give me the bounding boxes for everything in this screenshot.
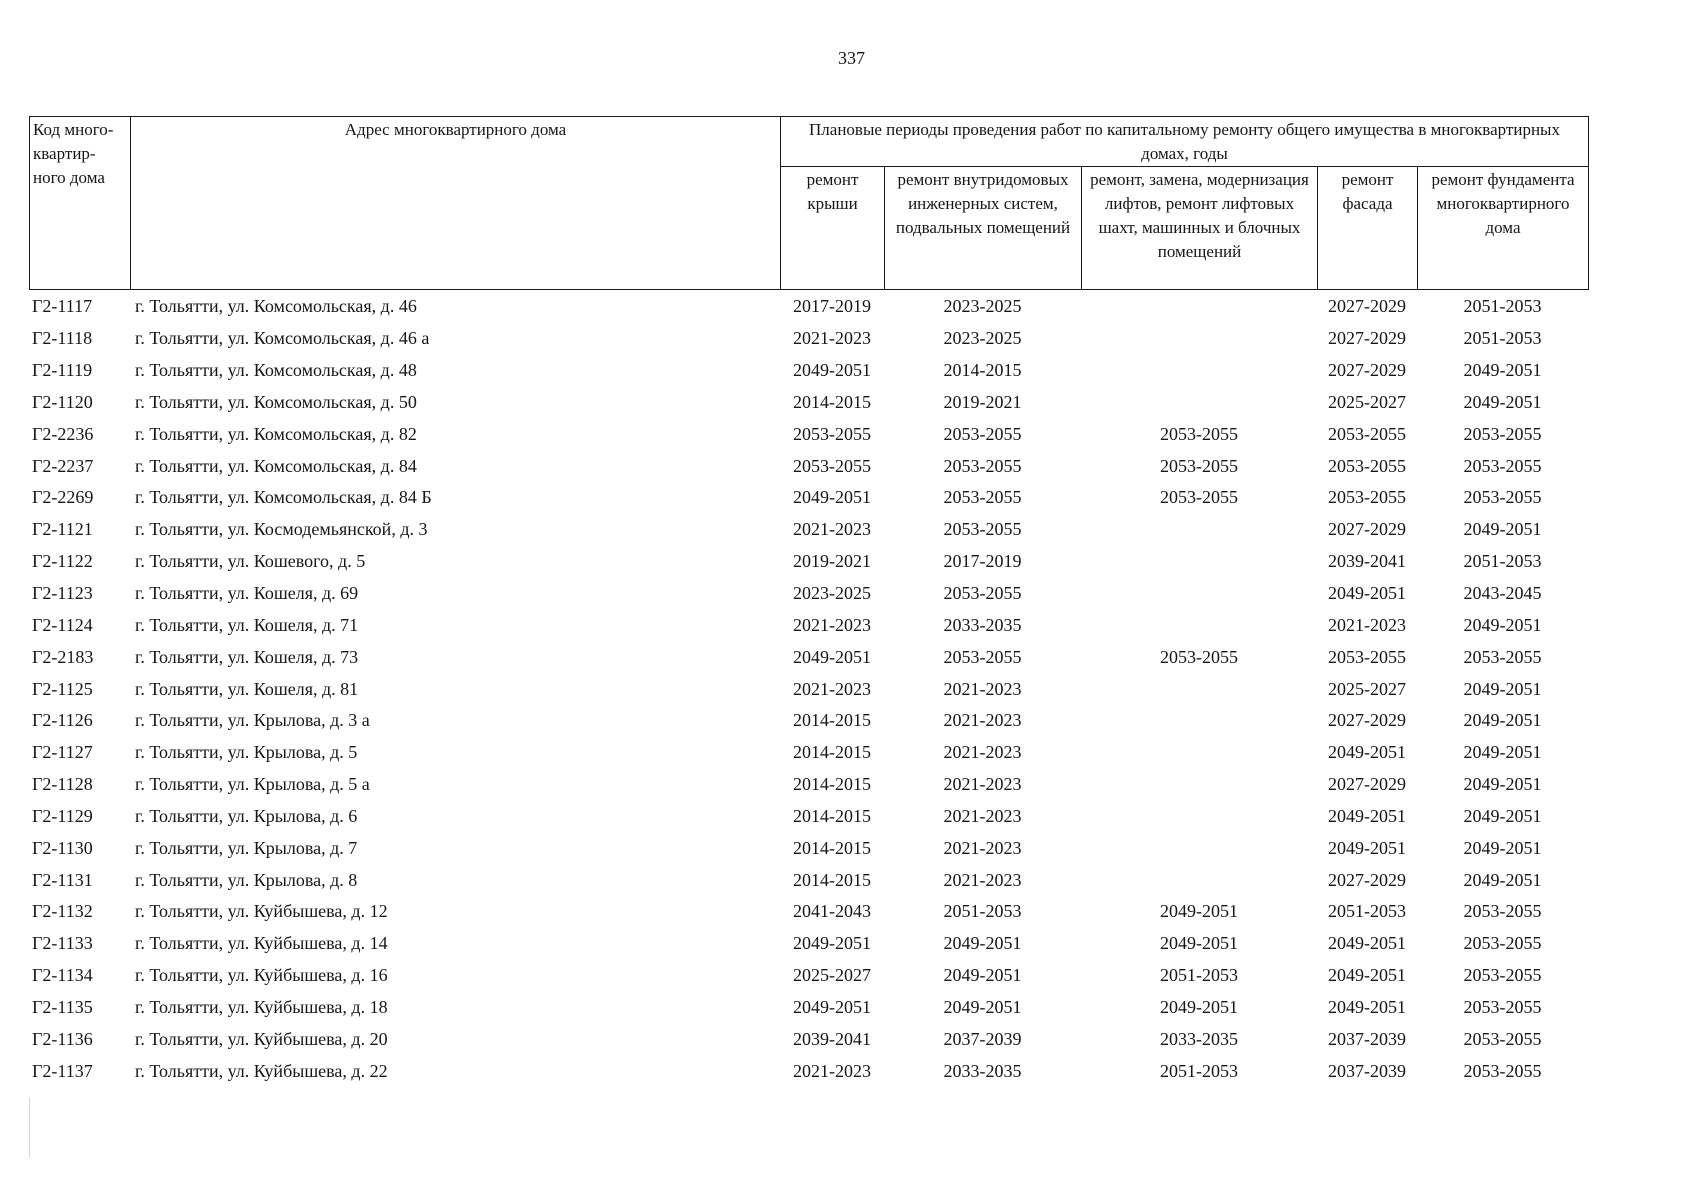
lifts-period-cell [1081,387,1317,419]
lifts-period-cell [1081,609,1317,641]
systems-column-header: ремонт внутридомовых инженерных систем, подвальных помещений [885,167,1082,290]
house-code-cell: Г2-1125 [32,678,93,699]
lifts-period-cell: 2051-2053 [1160,965,1238,986]
lifts-period-cell [1081,355,1317,387]
roof-period-cell: 2017-2019 [793,296,871,317]
house-code-cell: Г2-2183 [32,646,94,667]
roof-period-cell: 2014-2015 [793,391,871,412]
table-row [29,387,1588,419]
systems-period-cell: 2049-2051 [943,996,1022,1017]
foundation-period-cell: 2051-2053 [1463,551,1542,572]
roof-column-header: ремонт крыши [781,167,885,290]
systems-period-cell: 2037-2039 [943,1028,1022,1049]
lifts-period-cell: 2053-2055 [1160,423,1238,444]
foundation-period-cell: 2049-2051 [1463,837,1542,858]
foundation-period-cell: 2053-2055 [1463,901,1542,922]
scan-edge-mark [29,1097,30,1157]
address-cell: г. Тольятти, ул. Кошеля, д. 73 [135,646,359,667]
foundation-period-cell: 2049-2051 [1463,710,1542,731]
house-code-cell: Г2-1119 [32,360,93,381]
systems-period-cell: 2051-2053 [943,901,1022,922]
lifts-period-cell [1081,578,1317,610]
lifts-period-cell [1081,323,1317,355]
systems-period-cell: 2019-2021 [943,391,1022,412]
foundation-period-cell: 2049-2051 [1463,869,1542,890]
house-code-cell: Г2-1134 [32,965,93,986]
systems-period-cell: 2021-2023 [943,742,1022,763]
lifts-period-cell [1081,737,1317,769]
foundation-period-cell: 2049-2051 [1463,360,1542,381]
systems-period-cell: 2049-2051 [943,933,1022,954]
foundation-period-cell: 2049-2051 [1463,805,1542,826]
lifts-period-cell: 2033-2035 [1160,1028,1238,1049]
facade-period-cell: 2051-2053 [1328,901,1406,922]
roof-period-cell: 2039-2041 [793,1028,871,1049]
systems-period-cell: 2033-2035 [943,1060,1022,1081]
table-row [29,705,1588,737]
table-header [29,116,1589,290]
house-code-cell: Г2-1135 [32,996,93,1017]
house-code-cell: Г2-1129 [32,805,93,826]
roof-period-cell: 2049-2051 [793,360,871,381]
table-row [29,450,1588,482]
facade-period-cell: 2053-2055 [1328,423,1406,444]
address-cell: г. Тольятти, ул. Крылова, д. 5 [135,742,358,763]
facade-period-cell: 2049-2051 [1328,996,1406,1017]
table-row [29,1055,1588,1087]
house-code-cell: Г2-1137 [32,1060,93,1081]
table-row [29,832,1588,864]
roof-period-cell: 2021-2023 [793,328,871,349]
roof-period-cell: 2014-2015 [793,869,871,890]
facade-period-cell: 2049-2051 [1328,742,1406,763]
facade-period-cell: 2053-2055 [1328,455,1406,476]
roof-period-cell: 2049-2051 [793,487,871,508]
roof-period-cell: 2053-2055 [793,423,871,444]
systems-period-cell: 2021-2023 [943,805,1022,826]
foundation-period-cell: 2053-2055 [1463,423,1542,444]
address-cell: г. Тольятти, ул. Куйбышева, д. 14 [135,933,388,954]
facade-period-cell: 2027-2029 [1328,328,1406,349]
lifts-period-cell [1081,832,1317,864]
table-row [29,355,1588,387]
lifts-period-cell [1081,705,1317,737]
table-body [29,291,1588,1087]
address-cell: г. Тольятти, ул. Куйбышева, д. 20 [135,1028,388,1049]
table-row [29,801,1588,833]
address-cell: г. Тольятти, ул. Комсомольская, д. 46 [135,296,417,317]
facade-column-header: ремонт фасада [1318,167,1418,290]
table-row [29,769,1588,801]
lifts-period-cell [1081,514,1317,546]
table-row [29,291,1588,323]
address-cell: г. Тольятти, ул. Крылова, д. 3 а [135,710,370,731]
table-row [29,418,1588,450]
facade-period-cell: 2037-2039 [1328,1028,1406,1049]
systems-period-cell: 2053-2055 [943,646,1022,667]
systems-period-cell: 2017-2019 [943,551,1022,572]
roof-period-cell: 2014-2015 [793,837,871,858]
facade-period-cell: 2053-2055 [1328,487,1406,508]
systems-period-cell: 2049-2051 [943,965,1022,986]
lifts-period-cell [1081,801,1317,833]
facade-period-cell: 2027-2029 [1328,360,1406,381]
lifts-period-cell: 2049-2051 [1160,901,1238,922]
house-code-cell: Г2-1124 [32,614,93,635]
address-cell: г. Тольятти, ул. Комсомольская, д. 84 Б [135,487,432,508]
systems-period-cell: 2053-2055 [943,519,1022,540]
systems-period-cell: 2023-2025 [943,296,1022,317]
address-cell: г. Тольятти, ул. Кошевого, д. 5 [135,551,366,572]
table-rows [29,291,1588,1087]
foundation-period-cell: 2053-2055 [1463,933,1542,954]
address-cell: г. Тольятти, ул. Крылова, д. 7 [135,837,358,858]
systems-period-cell: 2021-2023 [943,837,1022,858]
table-row [29,482,1588,514]
foundation-period-cell: 2049-2051 [1463,774,1542,795]
foundation-period-cell: 2053-2055 [1463,487,1542,508]
house-code-cell: Г2-2237 [32,455,94,476]
foundation-period-cell: 2053-2055 [1463,996,1542,1017]
roof-period-cell: 2049-2051 [793,996,871,1017]
foundation-period-cell: 2049-2051 [1463,519,1542,540]
lifts-period-cell [1081,291,1317,323]
systems-period-cell: 2053-2055 [943,455,1022,476]
systems-period-cell: 2021-2023 [943,678,1022,699]
house-code-cell: Г2-1123 [32,583,93,604]
table-row [29,928,1588,960]
systems-period-cell: 2053-2055 [943,487,1022,508]
lifts-period-cell [1081,546,1317,578]
foundation-period-cell: 2049-2051 [1463,742,1542,763]
house-code-cell: Г2-1128 [32,774,93,795]
lifts-period-cell: 2051-2053 [1160,1060,1238,1081]
address-cell: г. Тольятти, ул. Комсомольская, д. 84 [135,455,417,476]
table-row [29,609,1588,641]
foundation-period-cell: 2051-2053 [1463,296,1542,317]
systems-period-cell: 2021-2023 [943,710,1022,731]
systems-period-cell: 2053-2055 [943,423,1022,444]
roof-period-cell: 2021-2023 [793,614,871,635]
house-code-cell: Г2-1122 [32,551,93,572]
address-cell: г. Тольятти, ул. Комсомольская, д. 50 [135,391,417,412]
address-cell: г. Тольятти, ул. Куйбышева, д. 18 [135,996,388,1017]
lifts-period-cell: 2053-2055 [1160,646,1238,667]
house-code-cell: Г2-1120 [32,391,93,412]
table-row [29,546,1588,578]
foundation-period-cell: 2053-2055 [1463,965,1542,986]
lifts-period-cell: 2049-2051 [1160,996,1238,1017]
lifts-period-cell: 2053-2055 [1160,487,1238,508]
systems-period-cell: 2023-2025 [943,328,1022,349]
address-cell: г. Тольятти, ул. Куйбышева, д. 12 [135,901,388,922]
periods-group-header: Плановые периоды проведения работ по капитальному ремонту общего имущества в многоквартирных домах, годы [781,117,1589,167]
address-cell: г. Тольятти, ул. Космодемьянской, д. 3 [135,519,428,540]
foundation-period-cell: 2053-2055 [1463,1028,1542,1049]
address-cell: г. Тольятти, ул. Куйбышева, д. 16 [135,965,388,986]
roof-period-cell: 2014-2015 [793,805,871,826]
foundation-period-cell: 2049-2051 [1463,391,1542,412]
table-row [29,514,1588,546]
foundation-period-cell: 2053-2055 [1463,1060,1542,1081]
facade-period-cell: 2027-2029 [1328,710,1406,731]
house-code-cell: Г2-1132 [32,901,93,922]
lifts-period-cell [1081,864,1317,896]
systems-period-cell: 2021-2023 [943,774,1022,795]
roof-period-cell: 2014-2015 [793,710,871,731]
table-row [29,323,1588,355]
facade-period-cell: 2039-2041 [1328,551,1406,572]
table-row [29,673,1588,705]
address-cell: г. Тольятти, ул. Кошеля, д. 71 [135,614,359,635]
systems-period-cell: 2033-2035 [943,614,1022,635]
page-number: 337 [838,48,865,68]
table-row [29,992,1588,1024]
roof-period-cell: 2041-2043 [793,901,871,922]
table-row [29,578,1588,610]
table-row [29,960,1588,992]
facade-period-cell: 2027-2029 [1328,296,1406,317]
house-code-cell: Г2-1133 [32,933,93,954]
lifts-period-cell [1081,769,1317,801]
lifts-column-header: ремонт, замена, модернизация лифтов, ремонт лифтовых шахт, машинных и блочных помещений [1082,167,1318,290]
roof-period-cell: 2021-2023 [793,519,871,540]
roof-period-cell: 2021-2023 [793,678,871,699]
house-code-cell: Г2-2236 [32,423,94,444]
systems-period-cell: 2014-2015 [943,360,1022,381]
address-cell: г. Тольятти, ул. Крылова, д. 6 [135,805,358,826]
foundation-period-cell: 2049-2051 [1463,614,1542,635]
lifts-period-cell [1081,673,1317,705]
house-code-cell: Г2-1127 [32,742,93,763]
house-code-cell: Г2-1117 [32,296,93,317]
table-row [29,1023,1588,1055]
address-cell: г. Тольятти, ул. Комсомольская, д. 46 а [135,328,430,349]
facade-period-cell: 2049-2051 [1328,583,1406,604]
foundation-period-cell: 2051-2053 [1463,328,1542,349]
code-column-header: Код много-квартир-ного дома [30,117,131,290]
address-cell: г. Тольятти, ул. Комсомольская, д. 48 [135,360,417,381]
house-code-cell: Г2-1130 [32,837,93,858]
address-cell: г. Тольятти, ул. Куйбышева, д. 22 [135,1060,388,1081]
facade-period-cell: 2053-2055 [1328,646,1406,667]
facade-period-cell: 2049-2051 [1328,805,1406,826]
roof-period-cell: 2014-2015 [793,742,871,763]
roof-period-cell: 2053-2055 [793,455,871,476]
facade-period-cell: 2027-2029 [1328,869,1406,890]
facade-period-cell: 2021-2023 [1328,614,1406,635]
address-column-header: Адрес многоквартирного дома [131,117,781,290]
roof-period-cell: 2025-2027 [793,965,871,986]
table-row [29,737,1588,769]
roof-period-cell: 2049-2051 [793,933,871,954]
facade-period-cell: 2049-2051 [1328,837,1406,858]
address-cell: г. Тольятти, ул. Комсомольская, д. 82 [135,423,417,444]
house-code-cell: Г2-2269 [32,487,94,508]
house-code-cell: Г2-1121 [32,519,93,540]
facade-period-cell: 2025-2027 [1328,678,1406,699]
roof-period-cell: 2019-2021 [793,551,871,572]
foundation-period-cell: 2053-2055 [1463,646,1542,667]
address-cell: г. Тольятти, ул. Кошеля, д. 69 [135,583,359,604]
roof-period-cell: 2014-2015 [793,774,871,795]
address-cell: г. Тольятти, ул. Кошеля, д. 81 [135,678,359,699]
facade-period-cell: 2025-2027 [1328,391,1406,412]
lifts-period-cell: 2049-2051 [1160,933,1238,954]
foundation-period-cell: 2043-2045 [1463,583,1542,604]
facade-period-cell: 2027-2029 [1328,519,1406,540]
table-row [29,896,1588,928]
foundation-period-cell: 2053-2055 [1463,455,1542,476]
foundation-period-cell: 2049-2051 [1463,678,1542,699]
facade-period-cell: 2049-2051 [1328,933,1406,954]
roof-period-cell: 2049-2051 [793,646,871,667]
roof-period-cell: 2021-2023 [793,1060,871,1081]
address-cell: г. Тольятти, ул. Крылова, д. 5 а [135,774,370,795]
systems-period-cell: 2021-2023 [943,869,1022,890]
roof-period-cell: 2023-2025 [793,583,871,604]
lifts-period-cell: 2053-2055 [1160,455,1238,476]
table-row [29,864,1588,896]
house-code-cell: Г2-1118 [32,328,93,349]
house-code-cell: Г2-1126 [32,710,93,731]
house-code-cell: Г2-1136 [32,1028,93,1049]
foundation-column-header: ремонт фундамента многоквартирного дома [1418,167,1589,290]
facade-period-cell: 2027-2029 [1328,774,1406,795]
house-code-cell: Г2-1131 [32,869,93,890]
systems-period-cell: 2053-2055 [943,583,1022,604]
table-row [29,641,1588,673]
address-cell: г. Тольятти, ул. Крылова, д. 8 [135,869,358,890]
facade-period-cell: 2049-2051 [1328,965,1406,986]
facade-period-cell: 2037-2039 [1328,1060,1406,1081]
